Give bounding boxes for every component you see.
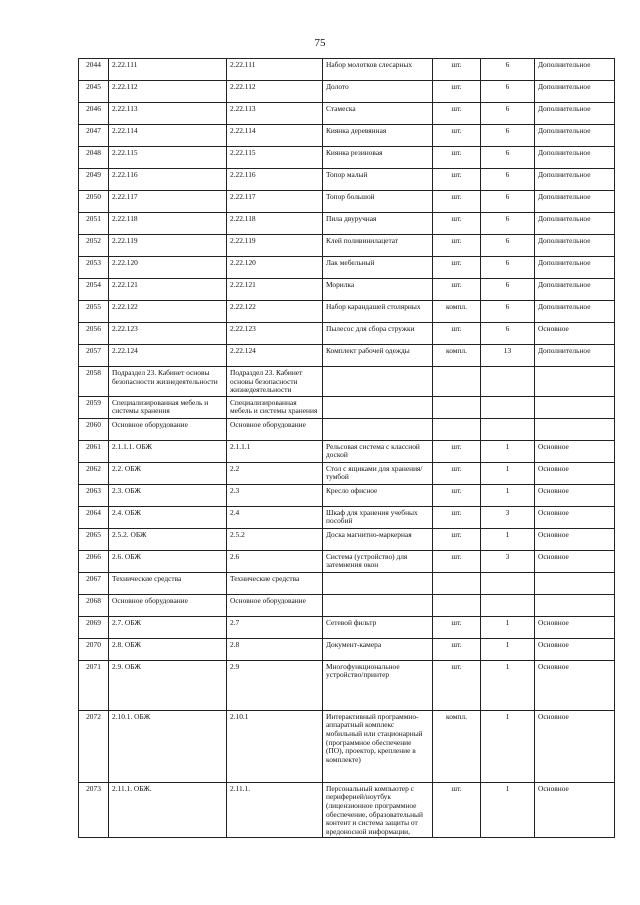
item-category: Основное (535, 710, 615, 782)
row-number: 2063 (79, 484, 109, 506)
table-row (79, 147, 615, 169)
item-quantity (481, 396, 535, 418)
table-row (79, 279, 615, 301)
table-row (79, 191, 615, 213)
code-short: 2.22.115 (227, 147, 323, 169)
item-quantity: 6 (481, 301, 535, 323)
item-quantity (481, 418, 535, 440)
item-name (323, 367, 433, 397)
table-row (79, 396, 615, 418)
item-name: Пила двуручная (323, 213, 433, 235)
item-unit: шт. (433, 191, 481, 213)
item-name: Лак мебельный (323, 257, 433, 279)
table-row (79, 528, 615, 550)
code-short: Основное оборудование (227, 418, 323, 440)
row-number: 2061 (79, 440, 109, 462)
row-number: 2065 (79, 528, 109, 550)
row-number: 2055 (79, 301, 109, 323)
item-unit: шт. (433, 235, 481, 257)
item-name: Многофункциональное устройство/принтер (323, 660, 433, 710)
item-category (535, 572, 615, 594)
item-unit: шт. (433, 213, 481, 235)
code-column: 2.22.119 (109, 235, 227, 257)
item-unit: шт. (433, 638, 481, 660)
code-short: 2.4 (227, 506, 323, 528)
item-unit: шт. (433, 506, 481, 528)
item-name: Набор молотков слесарных (323, 59, 433, 81)
item-quantity: 1 (481, 616, 535, 638)
item-unit: компл. (433, 345, 481, 367)
table-row (79, 440, 615, 462)
item-category: Дополнительное (535, 59, 615, 81)
table-row (79, 506, 615, 528)
table-row (79, 345, 615, 367)
item-unit: шт. (433, 257, 481, 279)
item-category: Дополнительное (535, 257, 615, 279)
row-number: 2054 (79, 279, 109, 301)
item-quantity (481, 367, 535, 397)
item-name: Киянка резиновая (323, 147, 433, 169)
item-unit: шт. (433, 550, 481, 572)
row-number: 2071 (79, 660, 109, 710)
item-name: Документ-камера (323, 638, 433, 660)
item-name: Стол с ящиками для хранения/тумбой (323, 462, 433, 484)
code-column: 2.22.121 (109, 279, 227, 301)
code-short: 2.22.111 (227, 59, 323, 81)
item-unit: шт. (433, 528, 481, 550)
item-unit: шт. (433, 440, 481, 462)
code-column: 2.22.113 (109, 103, 227, 125)
row-number: 2068 (79, 594, 109, 616)
item-name: Пылесос для сбора стружки (323, 323, 433, 345)
row-number: 2049 (79, 169, 109, 191)
row-number: 2073 (79, 782, 109, 838)
item-name (323, 572, 433, 594)
item-category: Дополнительное (535, 213, 615, 235)
code-column: 2.22.122 (109, 301, 227, 323)
item-name: Доска магнитно-маркерная (323, 528, 433, 550)
table-row (79, 103, 615, 125)
code-short: Специализированная мебель и системы хранения (227, 396, 323, 418)
row-number: 2067 (79, 572, 109, 594)
row-number: 2052 (79, 235, 109, 257)
table-row (79, 301, 615, 323)
item-quantity: 1 (481, 528, 535, 550)
code-column: 2.22.116 (109, 169, 227, 191)
row-number: 2050 (79, 191, 109, 213)
page-number: 75 (314, 37, 326, 49)
code-column: 2.22.114 (109, 125, 227, 147)
row-number: 2046 (79, 103, 109, 125)
table-row (79, 213, 615, 235)
item-unit (433, 367, 481, 397)
code-short: 2.9 (227, 660, 323, 710)
code-short: 2.22.122 (227, 301, 323, 323)
item-unit: шт. (433, 660, 481, 710)
item-unit: шт. (433, 782, 481, 838)
item-category: Основное (535, 323, 615, 345)
item-unit: шт. (433, 169, 481, 191)
code-column: 2.11.1. ОБЖ. (109, 782, 227, 838)
item-unit: шт. (433, 323, 481, 345)
item-category: Основное (535, 550, 615, 572)
code-short: 2.22.123 (227, 323, 323, 345)
item-unit: шт. (433, 81, 481, 103)
item-category: Основное (535, 616, 615, 638)
item-category: Основное (535, 484, 615, 506)
row-number: 2060 (79, 418, 109, 440)
item-quantity: 6 (481, 257, 535, 279)
item-name: Рельсовая система с классной доской (323, 440, 433, 462)
item-quantity: 1 (481, 660, 535, 710)
item-category (535, 594, 615, 616)
table-row (79, 323, 615, 345)
code-column: 2.22.124 (109, 345, 227, 367)
row-number: 2056 (79, 323, 109, 345)
code-short: 2.3 (227, 484, 323, 506)
table-row (79, 782, 615, 838)
item-quantity (481, 572, 535, 594)
item-name (323, 418, 433, 440)
code-short: 2.22.121 (227, 279, 323, 301)
item-name: Клей поливинилацетат (323, 235, 433, 257)
item-quantity: 1 (481, 782, 535, 838)
item-unit: компл. (433, 710, 481, 782)
item-quantity: 1 (481, 440, 535, 462)
table-row (79, 81, 615, 103)
item-name: Топор большой (323, 191, 433, 213)
item-category: Дополнительное (535, 147, 615, 169)
code-short: Основное оборудование (227, 594, 323, 616)
item-category: Основное (535, 638, 615, 660)
item-category: Дополнительное (535, 345, 615, 367)
code-column: 2.22.118 (109, 213, 227, 235)
code-column: 2.1.1.1. ОБЖ (109, 440, 227, 462)
code-column: Специализированная мебель и системы хранения (109, 396, 227, 418)
code-column: 2.8. ОБЖ (109, 638, 227, 660)
item-unit (433, 418, 481, 440)
item-unit: шт. (433, 103, 481, 125)
row-number: 2059 (79, 396, 109, 418)
item-name: Стамеска (323, 103, 433, 125)
item-category: Дополнительное (535, 81, 615, 103)
row-number: 2045 (79, 81, 109, 103)
code-short: 2.22.112 (227, 81, 323, 103)
item-unit: компл. (433, 301, 481, 323)
code-short: 2.22.116 (227, 169, 323, 191)
item-category: Основное (535, 660, 615, 710)
code-column: 2.5.2. ОБЖ (109, 528, 227, 550)
item-name: Сетевой фильтр (323, 616, 433, 638)
item-quantity: 3 (481, 550, 535, 572)
item-category: Основное (535, 528, 615, 550)
item-quantity: 6 (481, 169, 535, 191)
item-unit: шт. (433, 59, 481, 81)
code-short: 2.22.113 (227, 103, 323, 125)
item-category: Дополнительное (535, 169, 615, 191)
code-short: 2.22.120 (227, 257, 323, 279)
table-row (79, 638, 615, 660)
item-category: Основное (535, 782, 615, 838)
item-unit (433, 396, 481, 418)
item-unit: шт. (433, 462, 481, 484)
table-row (79, 169, 615, 191)
code-column: 2.22.120 (109, 257, 227, 279)
item-quantity: 6 (481, 279, 535, 301)
item-quantity: 6 (481, 81, 535, 103)
item-quantity (481, 594, 535, 616)
item-quantity: 3 (481, 506, 535, 528)
table-row (79, 550, 615, 572)
code-short: 2.5.2 (227, 528, 323, 550)
code-column: Подраздел 23. Кабинет основы безопасности жизнедеятельности (109, 367, 227, 397)
code-column: Основное оборудование (109, 418, 227, 440)
code-column: 2.22.123 (109, 323, 227, 345)
item-quantity: 6 (481, 323, 535, 345)
item-name (323, 594, 433, 616)
item-quantity: 6 (481, 125, 535, 147)
code-short: 2.1.1.1 (227, 440, 323, 462)
item-category: Дополнительное (535, 301, 615, 323)
code-short: 2.22.119 (227, 235, 323, 257)
code-column: Основное оборудование (109, 594, 227, 616)
row-number: 2066 (79, 550, 109, 572)
item-category (535, 396, 615, 418)
code-column: 2.22.115 (109, 147, 227, 169)
code-column: 2.6. ОБЖ (109, 550, 227, 572)
code-short: 2.22.114 (227, 125, 323, 147)
item-quantity: 13 (481, 345, 535, 367)
item-category: Дополнительное (535, 103, 615, 125)
code-short: Подраздел 23. Кабинет основы безопасности жизнедеятельности (227, 367, 323, 397)
item-unit: шт. (433, 616, 481, 638)
item-quantity: 6 (481, 103, 535, 125)
item-name: Морилка (323, 279, 433, 301)
table-body (79, 59, 615, 838)
table-row (79, 125, 615, 147)
item-quantity: 1 (481, 710, 535, 782)
item-unit: шт. (433, 125, 481, 147)
item-name: Шкаф для хранения учебных пособий (323, 506, 433, 528)
table-row (79, 418, 615, 440)
code-short: 2.11.1. (227, 782, 323, 838)
item-quantity: 6 (481, 235, 535, 257)
item-name: Киянка деревянная (323, 125, 433, 147)
code-short: 2.22.124 (227, 345, 323, 367)
item-quantity: 1 (481, 638, 535, 660)
item-category (535, 418, 615, 440)
item-quantity: 6 (481, 213, 535, 235)
code-column: 2.3. ОБЖ (109, 484, 227, 506)
item-category (535, 367, 615, 397)
table-row (79, 59, 615, 81)
item-unit: шт. (433, 147, 481, 169)
item-name: Система (устройство) для затемнения окон (323, 550, 433, 572)
item-name: Топор малый (323, 169, 433, 191)
code-column: Технические средства (109, 572, 227, 594)
code-short: 2.8 (227, 638, 323, 660)
code-short: 2.22.118 (227, 213, 323, 235)
row-number: 2070 (79, 638, 109, 660)
row-number: 2058 (79, 367, 109, 397)
row-number: 2064 (79, 506, 109, 528)
code-column: 2.4. ОБЖ (109, 506, 227, 528)
code-short: 2.2 (227, 462, 323, 484)
item-quantity: 6 (481, 147, 535, 169)
item-category: Основное (535, 440, 615, 462)
item-name: Персональный компьютер с периферией/ноутбук (лицензионное программное обеспечение, образовательный контент и система защиты от вредоносной информации, (323, 782, 433, 838)
item-quantity: 1 (481, 484, 535, 506)
row-number: 2072 (79, 710, 109, 782)
item-name: Набор карандашей столярных (323, 301, 433, 323)
table-row (79, 462, 615, 484)
item-unit: шт. (433, 279, 481, 301)
item-unit: шт. (433, 484, 481, 506)
item-unit (433, 572, 481, 594)
item-category: Дополнительное (535, 125, 615, 147)
item-unit (433, 594, 481, 616)
code-column: 2.7. ОБЖ (109, 616, 227, 638)
item-category: Основное (535, 506, 615, 528)
item-category: Дополнительное (535, 279, 615, 301)
item-name: Комплект рабочей одежды (323, 345, 433, 367)
item-category: Основное (535, 462, 615, 484)
code-column: 2.22.112 (109, 81, 227, 103)
code-short: 2.10.1 (227, 710, 323, 782)
row-number: 2047 (79, 125, 109, 147)
row-number: 2044 (79, 59, 109, 81)
table-row (79, 710, 615, 782)
row-number: 2048 (79, 147, 109, 169)
code-column: 2.22.117 (109, 191, 227, 213)
item-quantity: 6 (481, 59, 535, 81)
code-short: 2.7 (227, 616, 323, 638)
item-category: Дополнительное (535, 235, 615, 257)
row-number: 2051 (79, 213, 109, 235)
item-name: Долото (323, 81, 433, 103)
code-column: 2.22.111 (109, 59, 227, 81)
table-row (79, 484, 615, 506)
table-row (79, 257, 615, 279)
item-quantity: 6 (481, 191, 535, 213)
code-column: 2.10.1. ОБЖ (109, 710, 227, 782)
item-name: Интерактивный программно-аппаратный комплекс мобильный или стационарный (программное обеспечение (ПО), проектор, крепление в комплекте) (323, 710, 433, 782)
item-name (323, 396, 433, 418)
table-row (79, 235, 615, 257)
row-number: 2057 (79, 345, 109, 367)
table-row (79, 616, 615, 638)
item-name: Кресло офисное (323, 484, 433, 506)
table-row (79, 594, 615, 616)
code-short: 2.6 (227, 550, 323, 572)
row-number: 2053 (79, 257, 109, 279)
item-category: Дополнительное (535, 191, 615, 213)
row-number: 2062 (79, 462, 109, 484)
code-short: 2.22.117 (227, 191, 323, 213)
row-number: 2069 (79, 616, 109, 638)
table-row (79, 660, 615, 710)
code-column: 2.2. ОБЖ (109, 462, 227, 484)
code-column: 2.9. ОБЖ (109, 660, 227, 710)
code-short: Технические средства (227, 572, 323, 594)
table-row (79, 572, 615, 594)
equipment-table (78, 58, 615, 838)
table-row (79, 367, 615, 397)
item-quantity: 1 (481, 462, 535, 484)
